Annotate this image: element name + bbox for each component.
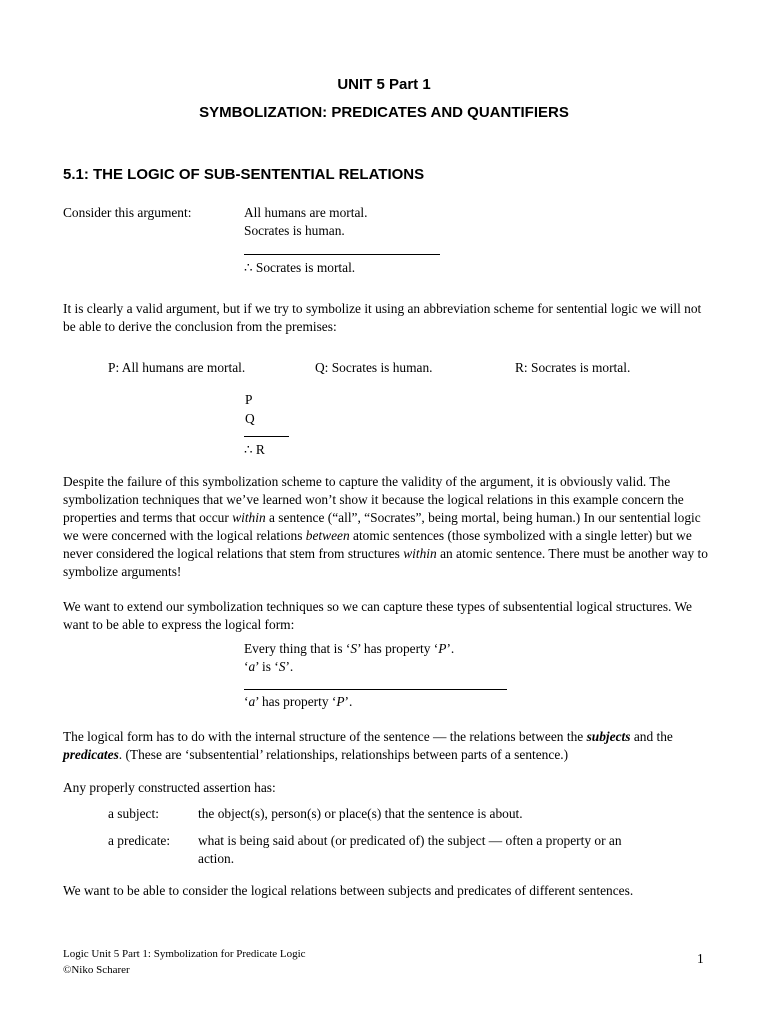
- predicate-definition-line-2: action.: [198, 851, 235, 866]
- symbolic-q: Q: [245, 411, 255, 426]
- subject-definition: the object(s), person(s) or place(s) that the sentence is about.: [198, 806, 523, 821]
- footer-copyright: ©Niko Scharer: [63, 964, 130, 976]
- form-line-3: ‘a’ has property ‘P’.: [244, 694, 353, 709]
- predicate-definition-line-1: what is being said about (or predicated of) the subject — often a property or an: [198, 833, 622, 848]
- scheme-r: R: Socrates is mortal.: [515, 360, 631, 375]
- symbolic-rule: [244, 436, 289, 437]
- footer-title: Logic Unit 5 Part 1: Symbolization for Predicate Logic: [63, 948, 306, 960]
- paragraph-5: Any properly constructed assertion has:: [63, 780, 276, 795]
- paragraph-3: We want to extend our symbolization techniques so we can capture these types of subsentential logical structures. We want to be able to express the logical form:: [63, 599, 693, 632]
- section-heading: 5.1: THE LOGIC OF SUB-SENTENTIAL RELATIONS: [63, 166, 425, 183]
- paragraph-1: It is clearly a valid argument, but if we try to symbolize it using an abbreviation scheme for sentential logic we will not be able to derive the conclusion from the premises:: [63, 301, 702, 334]
- scheme-p: P: All humans are mortal.: [108, 360, 246, 375]
- form-line-1: Every thing that is ‘S’ has property ‘P’.: [244, 641, 455, 656]
- paragraph-6: We want to be able to consider the logical relations between subjects and predicates of different sentences.: [63, 883, 634, 898]
- page-title: SYMBOLIZATION: PREDICATES AND QUANTIFIERS: [199, 104, 569, 121]
- argument-conclusion: ∴ Socrates is mortal.: [244, 260, 356, 275]
- unit-title: UNIT 5 Part 1: [337, 76, 431, 93]
- paragraph-4: The logical form has to do with the internal structure of the sentence — the relations between the subjects and the predicates. (These are ‘subsentential’ relationships, relationships between parts of a sentence.): [63, 729, 673, 762]
- premise-1: All humans are mortal.: [244, 205, 368, 220]
- argument-intro: Consider this argument:: [63, 205, 192, 220]
- argument-rule: [244, 254, 440, 255]
- scheme-q: Q: Socrates is human.: [315, 360, 433, 375]
- form-rule: [244, 689, 507, 690]
- symbolic-conclusion: ∴ R: [244, 442, 265, 457]
- premise-2: Socrates is human.: [244, 223, 345, 238]
- paragraph-2: Despite the failure of this symbolization scheme to capture the validity of the argument, it is obviously valid. The symbolization techniques that we’ve learned won’t show it because the logical relations in this example concern the properties and terms that occur within a sentence (“all”, “Socrates”, being mortal, being human.) In our sentential logic we were concerned with the logical relations between atomic sentences (those symbolized with a single letter) but we never considered the logical relations that stem from structures within an atomic sentence. There must be another way to symbolize arguments!: [63, 474, 708, 579]
- predicate-term: a predicate:: [108, 833, 171, 848]
- page-number: 1: [697, 951, 704, 966]
- symbolic-p: P: [245, 392, 253, 407]
- form-line-2: ‘a’ is ‘S’.: [244, 659, 294, 674]
- subject-term: a subject:: [108, 806, 159, 821]
